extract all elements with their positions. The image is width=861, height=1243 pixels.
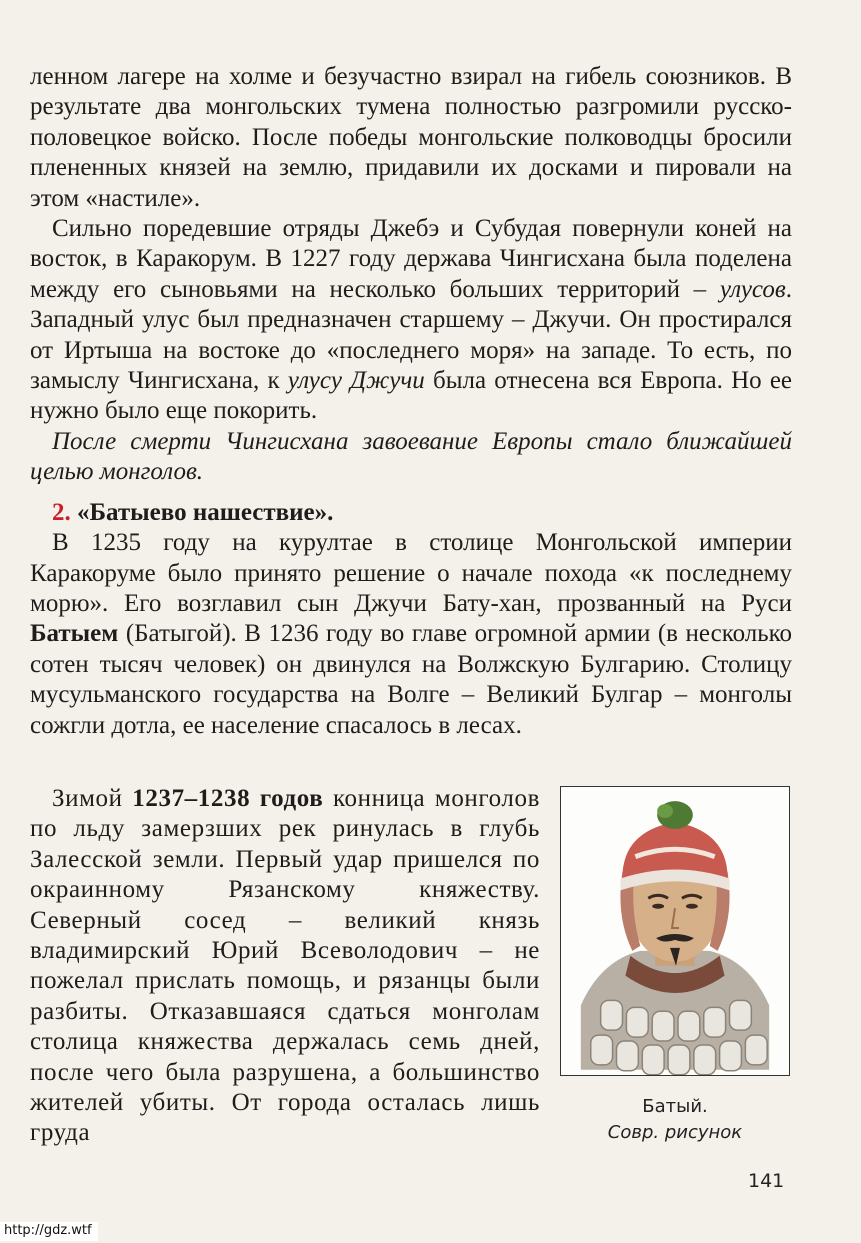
caption-line-1: Батый. [642,1096,708,1117]
paragraph-section: В 1235 году на курултае в столице Монгольской империи Каракоруме было принято решение о начале похода «к последнему морю». Его возглавил сын Джучи Бату-хан, прозванный на Руси Батыем (Батыгой). В 1236 году во главе огромной армии (в несколько сотен тысяч человек) он двинулся на Волжскую Булгарию. Столицу мусульманского государства на Волге – Великий Булгар – монголы сожгли дотла, ее население спасалось в лесах. [30,529,792,739]
term-ulusov: улусов [719,275,786,303]
wrapped-paragraph-block [30,784,540,1149]
bold-batyem: Батыем [30,620,119,648]
paragraph-2: Сильно поредевшие отряды Джебэ и Субудая повернули коней на восток, в Каракорум. В 1227 году держава Чингисхана была поделена между его сыновьями на несколько больших территорий – улусов. Западный улус был предназначен старшему – Джучи. Он простирался от Иртыша на востоке до «последнего моря» на западе. То есть, по замыслу Чингисхана, к улусу Джучи была отнесена вся Европа. Но ее нужно было еще покорить. [30,215,793,425]
paragraph-1: ленном лагере на холме и безучастно взирал на гибель союзников. В результате два монгольских тумена полностью разгромили русско-половецкое войско. После победы монгольские полководцы бросили плененных князей на землю, придавили их досками и пировали на этом «настиле». [30,63,792,212]
caption-line-2: Совр. рисунок [607,1122,743,1143]
batu-portrait-figure [560,786,790,1076]
section-title: «Батыево нашествие». [77,498,334,526]
watermark-link[interactable]: http://gdz.wtf [0,1222,98,1241]
paragraph-winter: Зимой 1237–1238 годов конница монголов по льду замерзших рек ринулась в глубь Залесской земли. Первый удар пришелся по окраинному Рязанскому княжеству. Северный сосед – великий князь владимирский Юрий Всеволодович – не пожелал прислать помощь, и рязанцы были разбиты. Отказавшаяся сдаться монголам столица княжества держалась семь дней, после чего была разрушена, а большинство жителей убиты. От города осталась лишь груда [30,785,540,1147]
section-heading [30,498,792,528]
page-number: 141 [748,1170,785,1192]
batu-portrait-illustration [561,787,789,1075]
main-text [30,62,792,741]
section-number: 2. [52,498,71,526]
conclusion-paragraph: После смерти Чингисхана завоевание Европы стало ближайшей целью монголов. [30,427,792,486]
figure-caption [575,1094,775,1146]
term-ulus-dzhuchi: улусу Джучи [287,367,425,395]
bold-years: 1237–1238 годов [132,785,324,812]
